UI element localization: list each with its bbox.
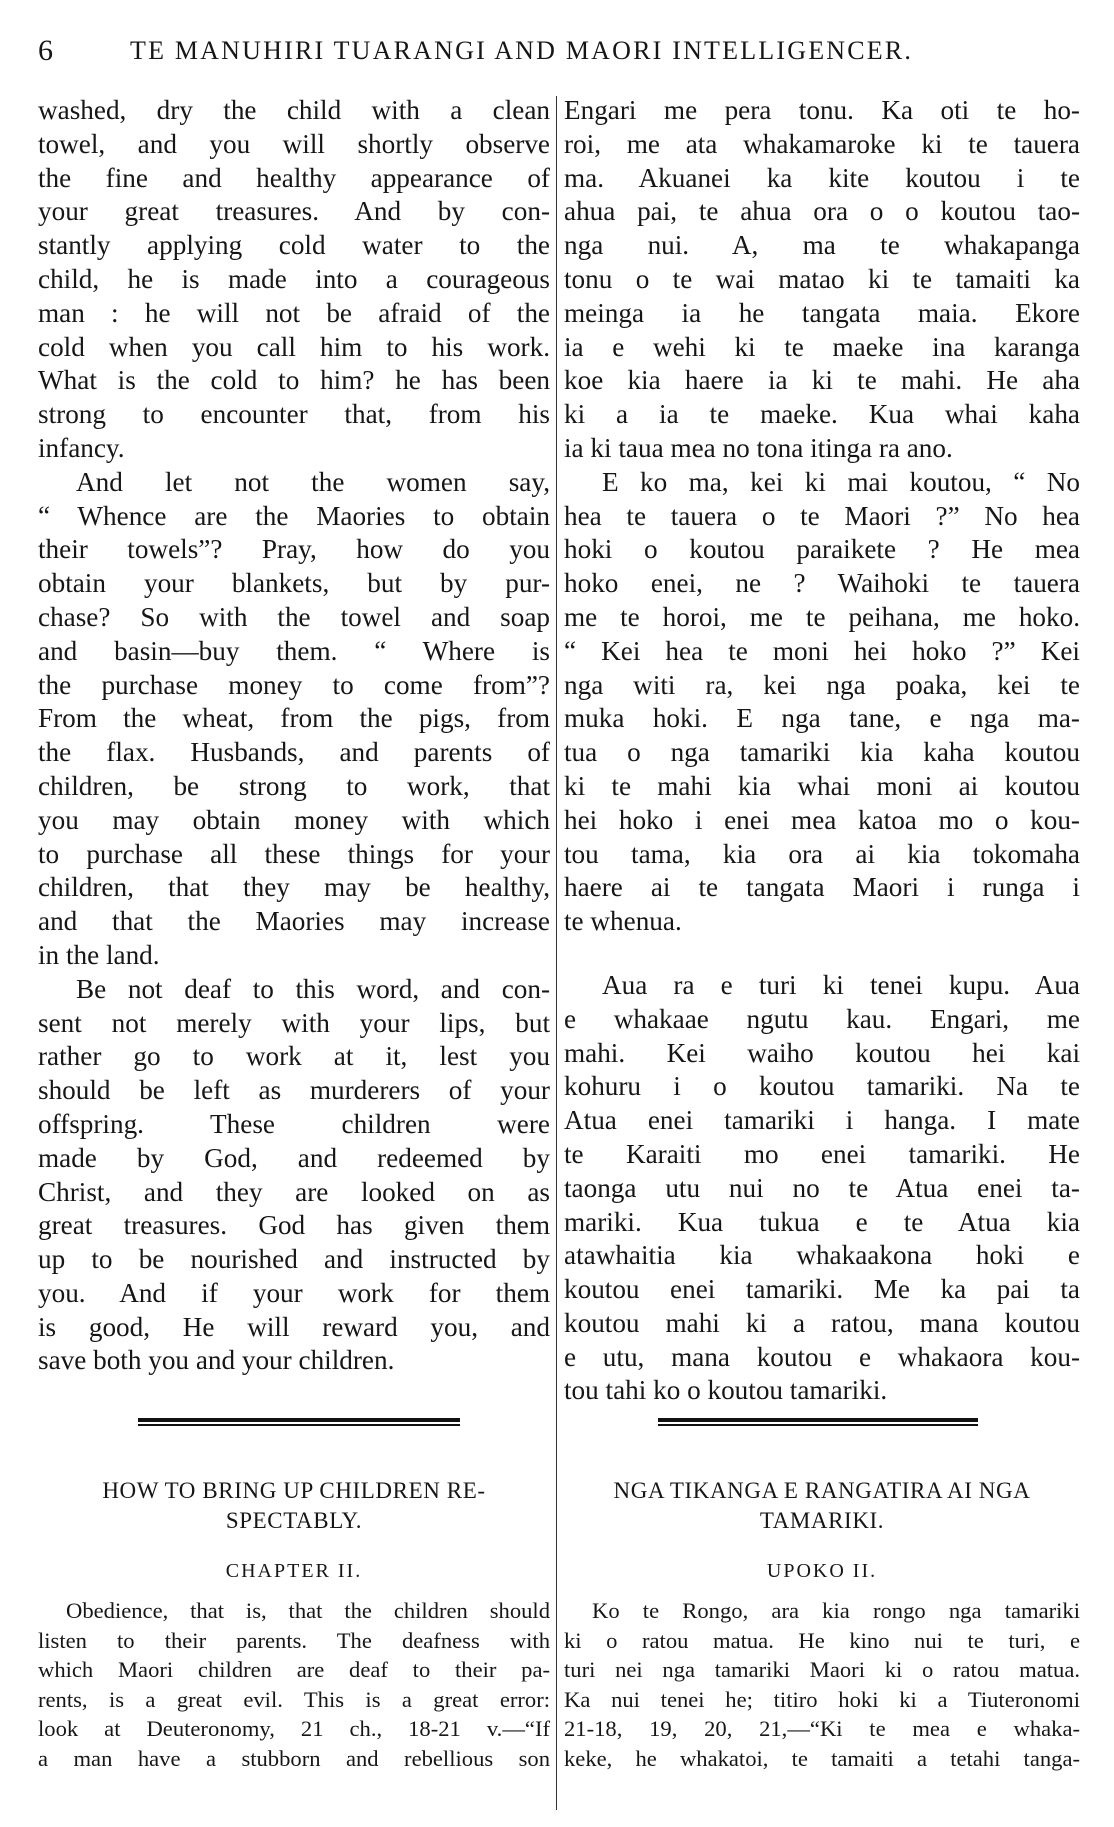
column-divider — [556, 96, 557, 1810]
heading-line: TAMARIKI. — [759, 1508, 885, 1533]
text-line: atawhaitia kia whakaakona hoki e — [564, 1240, 1080, 1271]
text-line: And let not the women say, — [76, 466, 550, 497]
text-line: Engari me pera tonu. Ka oti te ho- — [564, 95, 1080, 125]
text-line: up to be nourished and instructed by — [38, 1244, 550, 1275]
text-line: “ Kei hea te moni hei hoko ?” Kei — [564, 635, 1080, 666]
text-line: hoki o koutou paraikete ? He mea — [564, 534, 1080, 565]
text-line: haere ai te tangata Maori i runga i — [564, 872, 1080, 903]
text-line: tua o nga tamariki kia kaha koutou — [564, 737, 1080, 768]
text-line: kohuru i o koutou tamariki. Na te — [564, 1071, 1080, 1102]
text-line: e utu, mana koutou e whakaora kou- — [564, 1341, 1080, 1372]
text-line: nga witi ra, kei nga poaka, kei te — [564, 669, 1080, 700]
text-line: tou tama, kia ora ai kia tokomaha — [564, 838, 1080, 869]
text-line: me te horoi, me te peihana, me hoko. — [564, 601, 1080, 632]
text-line: ahua pai, te ahua ora o o koutou tao- — [564, 196, 1080, 227]
section-heading-maori — [564, 1476, 1080, 1536]
text-line: children, that they may be healthy, — [38, 872, 550, 903]
text-line: children, be strong to work, that — [38, 770, 550, 801]
text-line: great treasures. God has given them — [38, 1210, 550, 1241]
text-line: look at Deuteronomy, 21 ch., 18-21 v.—“If — [38, 1716, 550, 1741]
text-line: ia ki taua mea no tona itinga ra ano. — [564, 432, 953, 463]
text-line: te Karaiti mo enei tamariki. He — [564, 1138, 1080, 1169]
text-line: koe kia haere ia ki te mahi. He aha — [564, 365, 1080, 396]
text-line: taonga utu nui no te Atua enei ta- — [564, 1172, 1080, 1203]
text-line: the fine and healthy appearance of — [38, 162, 550, 193]
text-line: mahi. Kei waiho koutou hei kai — [564, 1037, 1080, 1068]
text-line: ma. Akuanei ka kite koutou i te — [564, 162, 1080, 193]
text-line: cold when you call him to his work. — [38, 331, 550, 362]
text-line: which Maori children are deaf to their pa- — [38, 1657, 550, 1682]
text-line: infancy. — [38, 432, 125, 463]
text-line: Aua ra e turi ki tenei kupu. Aua — [602, 969, 1080, 1000]
text-line: keke, he whakatoi, te tamaiti a tetahi tanga- — [564, 1745, 1080, 1771]
text-line: meinga ia he tangata maia. Ekore — [564, 297, 1080, 328]
text-line: save both you and your children. — [38, 1345, 395, 1376]
chapter-label-english: CHAPTER II. — [225, 1560, 363, 1582]
text-line: Atua enei tamariki i hanga. I mate — [564, 1105, 1080, 1136]
text-line: in the land. — [38, 939, 160, 970]
text-line: mariki. Kua tukua e te Atua kia — [564, 1206, 1080, 1237]
text-line: and basin—buy them. “ Where is — [38, 635, 550, 666]
text-line: tou tahi ko o koutou tamariki. — [564, 1375, 888, 1406]
left-column-english — [38, 94, 550, 1378]
text-line: made by God, and redeemed by — [38, 1142, 550, 1173]
text-line: ki a ia te maeke. Kua whai kaha — [564, 399, 1080, 430]
text-line: you may obtain money with which — [38, 804, 550, 835]
section-heading-english — [38, 1476, 550, 1536]
text-line: chase? So with the towel and soap — [38, 601, 550, 632]
page-number: 6 — [38, 34, 53, 67]
text-line: obtain your blankets, but by pur- — [38, 568, 550, 599]
text-line: e whakaae ngutu kau. Engari, me — [564, 1003, 1080, 1034]
text-line: listen to their parents. The deafness with — [38, 1627, 550, 1653]
text-line: From the wheat, from the pigs, from — [38, 703, 550, 734]
chapter-label-maori: UPOKO II. — [766, 1560, 878, 1582]
text-line: the purchase money to come from”? — [38, 669, 550, 700]
heading-line: NGA TIKANGA E RANGATIRA AI NGA — [613, 1478, 1031, 1503]
text-line: ia e wehi ki te maeke ina karanga — [564, 331, 1080, 362]
heading-line: HOW TO BRING UP CHILDREN RE- — [102, 1478, 486, 1503]
text-line: the flax. Husbands, and parents of — [38, 737, 550, 768]
small-text-maori — [564, 1596, 1080, 1773]
text-line: hei hoko i enei mea katoa mo o kou- — [564, 804, 1080, 835]
text-line: rents, is a great evil. This is a great error: — [38, 1686, 550, 1712]
text-line: What is the cold to him? he has been — [38, 365, 550, 396]
heading-line: SPECTABLY. — [225, 1508, 363, 1533]
text-line: Ko te Rongo, ara kia rongo nga tamariki — [592, 1598, 1080, 1623]
text-line: hea te tauera o te Maori ?” No hea — [564, 500, 1080, 531]
text-line: nga nui. A, ma te whakapanga — [564, 230, 1080, 261]
paragraph-gap — [564, 939, 1080, 969]
text-line: child, he is made into a courageous — [38, 263, 550, 294]
small-text-english — [38, 1596, 550, 1773]
text-line: should be left as murderers of your — [38, 1075, 550, 1106]
text-line: koutou mahi ki a ratou, mana koutou — [564, 1307, 1080, 1338]
text-line: strong to encounter that, from his — [38, 399, 550, 430]
text-line: hoko enei, ne ? Waihoki te tauera — [564, 568, 1080, 599]
section-divider-right — [658, 1418, 978, 1426]
text-line: Ka nui tenei he; titiro hoki ki a Tiuteronomi — [564, 1686, 1080, 1712]
text-line: rather go to work at it, lest you — [38, 1041, 550, 1072]
page-header — [38, 34, 1078, 74]
text-line: man : he will not be afraid of the — [38, 297, 550, 328]
text-line: to purchase all these things for your — [38, 838, 550, 869]
text-line: offspring. These children were — [38, 1108, 550, 1139]
text-line: Be not deaf to this word, and con- — [76, 973, 550, 1004]
text-line: is good, He will reward you, and — [38, 1311, 550, 1342]
text-line: turi nei nga tamariki Maori ki o ratou matua. — [564, 1657, 1080, 1682]
section-divider-left — [138, 1418, 460, 1426]
text-line: ki o ratou matua. He kino nui te turi, e — [564, 1627, 1080, 1653]
text-line: you. And if your work for them — [38, 1277, 550, 1308]
text-line: Obedience, that is, that the children should — [66, 1598, 550, 1623]
text-line: towel, and you will shortly observe — [38, 128, 550, 159]
text-line: stantly applying cold water to the — [38, 230, 550, 261]
text-line: and that the Maories may increase — [38, 906, 550, 937]
text-line: muka hoki. E nga tane, e nga ma- — [564, 703, 1080, 734]
text-line: E ko ma, kei ki mai koutou, “ No — [602, 466, 1080, 497]
text-line: washed, dry the child with a clean — [38, 95, 550, 125]
text-line: “ Whence are the Maories to obtain — [38, 500, 550, 531]
text-line: tonu o te wai matao ki te tamaiti ka — [564, 263, 1080, 294]
text-line: sent not merely with your lips, but — [38, 1007, 550, 1038]
text-line: a man have a stubborn and rebellious son — [38, 1745, 550, 1771]
text-line: roi, me ata whakamaroke ki te tauera — [564, 128, 1080, 159]
text-line: koutou enei tamariki. Me ka pai ta — [564, 1274, 1080, 1305]
text-line: te whenua. — [564, 906, 682, 937]
text-line: Christ, and they are looked on as — [38, 1176, 550, 1207]
right-column-maori — [564, 94, 1080, 1408]
text-line: 21-18, 19, 20, 21,—“Ki te mea e whaka- — [564, 1716, 1080, 1741]
text-line: ki te mahi kia whai moni ai koutou — [564, 770, 1080, 801]
text-line: your great treasures. And by con- — [38, 196, 550, 227]
text-line: their towels”? Pray, how do you — [38, 534, 550, 565]
running-title: TE MANUHIRI TUARANGI AND MAORI INTELLIGENCER. — [130, 36, 914, 65]
